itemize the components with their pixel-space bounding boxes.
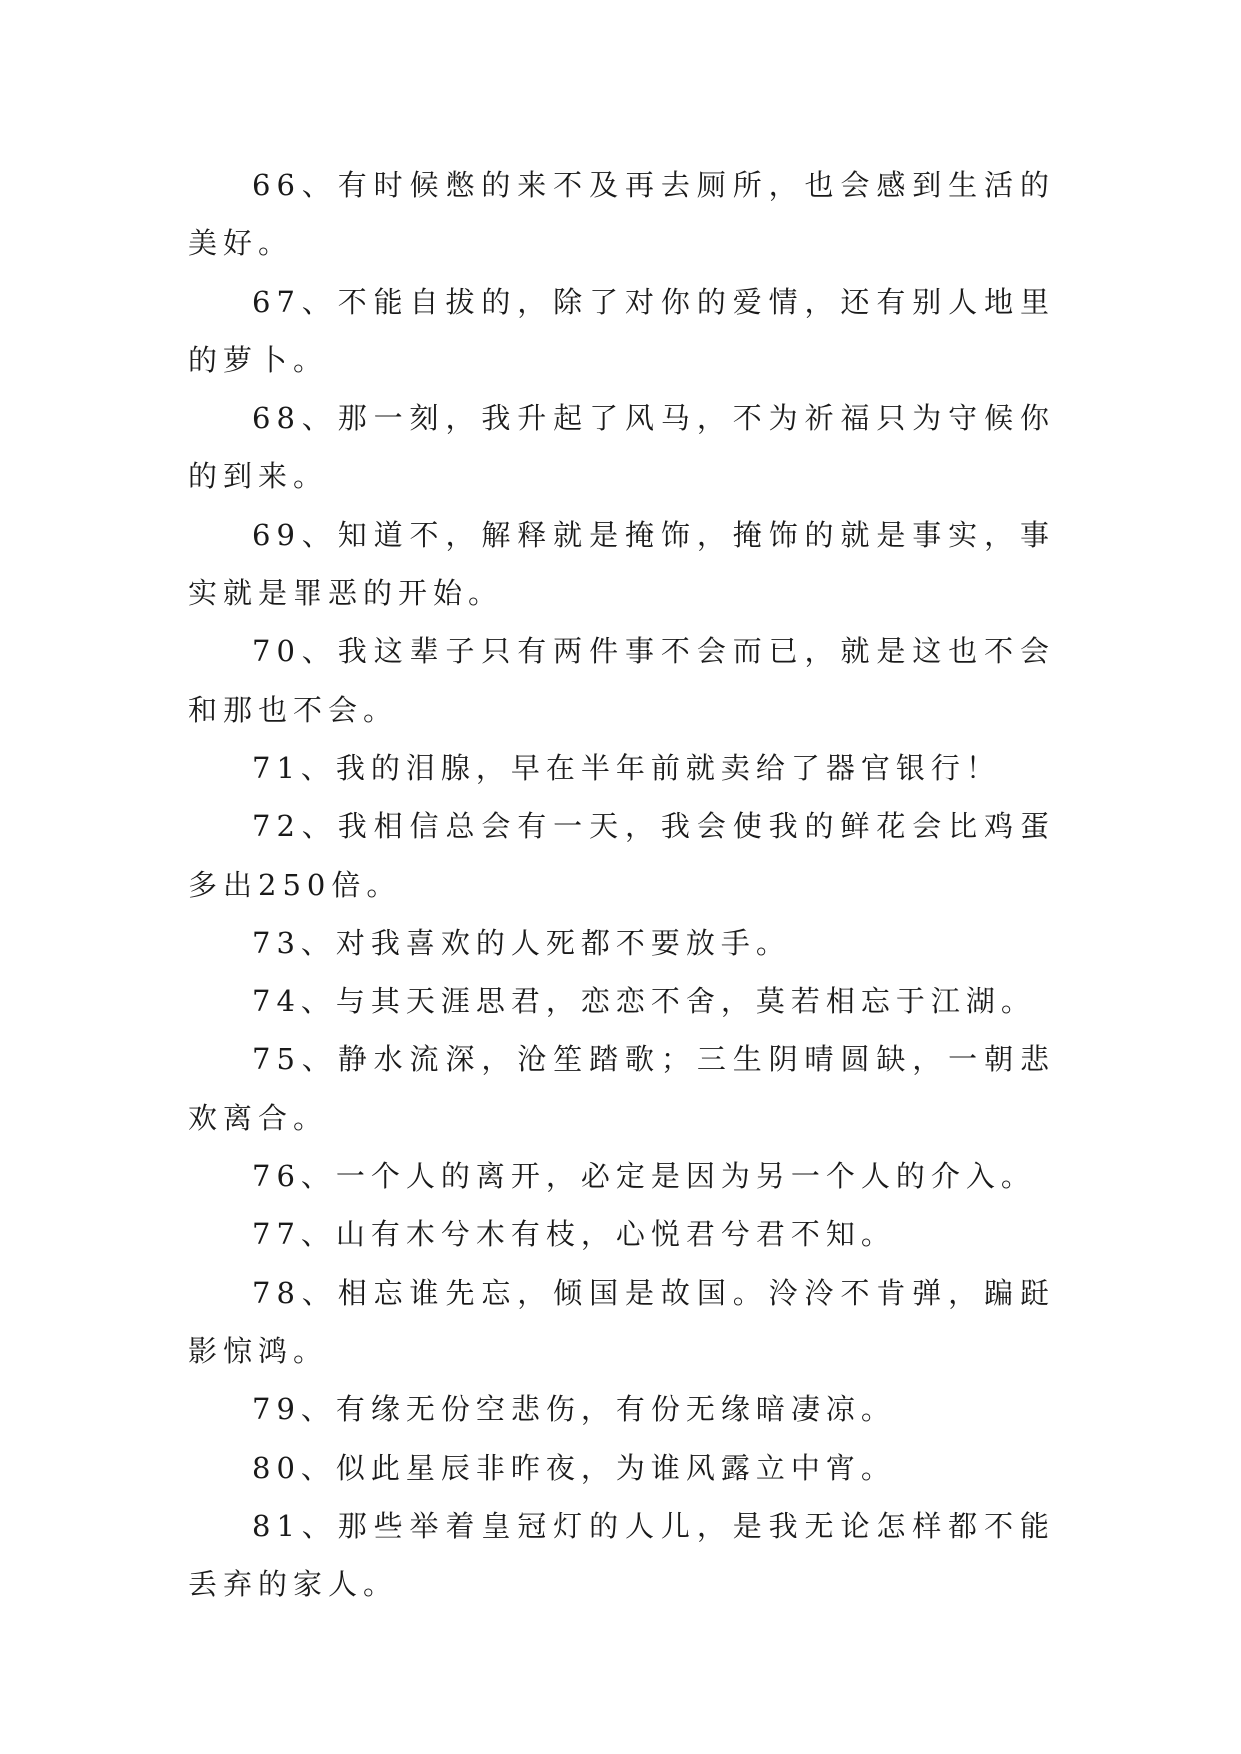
paragraph-75: 75、静水流深，沧笙踏歌；三生阴晴圆缺，一朝悲欢离合。	[188, 1042, 1055, 1135]
paragraph-79: 79、有缘无份空悲伤，有份无缘暗凄凉。	[252, 1392, 896, 1427]
paragraph-70: 70、我这辈子只有两件事不会而已，就是这也不会和那也不会。	[188, 634, 1055, 727]
paragraph-80: 80、似此星辰非昨夜，为谁风露立中宵。	[252, 1450, 896, 1485]
paragraph-76: 76、一个人的离开，必定是因为另一个人的介入。	[252, 1159, 1036, 1194]
paragraph-68: 68、那一刻，我升起了风马，不为祈福只为守候你的到来。	[188, 401, 1055, 494]
document-body	[188, 156, 1055, 1613]
paragraph-66: 66、有时候憋的来不及再去厕所，也会感到生活的美好。	[188, 168, 1055, 261]
paragraph-71: 71、我的泪腺，早在半年前就卖给了器官银行！	[252, 750, 1001, 785]
paragraph-77: 77、山有木兮木有枝，心悦君兮君不知。	[252, 1217, 896, 1252]
paragraph-74: 74、与其天涯思君，恋恋不舍，莫若相忘于江湖。	[252, 984, 1036, 1019]
paragraph-81: 81、那些举着皇冠灯的人儿，是我无论怎样都不能丢弃的家人。	[188, 1508, 1055, 1602]
paragraph-69: 69、知道不，解释就是掩饰，掩饰的就是事实，事实就是罪恶的开始。	[188, 517, 1055, 611]
paragraph-78: 78、相忘谁先忘，倾国是故国。泠泠不肯弹，蹁跹影惊鸿。	[188, 1275, 1055, 1368]
paragraph-73: 73、对我喜欢的人死都不要放手。	[252, 925, 791, 960]
paragraph-67: 67、不能自拔的，除了对你的爱情，还有别人地里的萝卜。	[188, 284, 1055, 377]
paragraph-72: 72、我相信总会有一天，我会使我的鲜花会比鸡蛋多出250倍。	[188, 809, 1055, 902]
